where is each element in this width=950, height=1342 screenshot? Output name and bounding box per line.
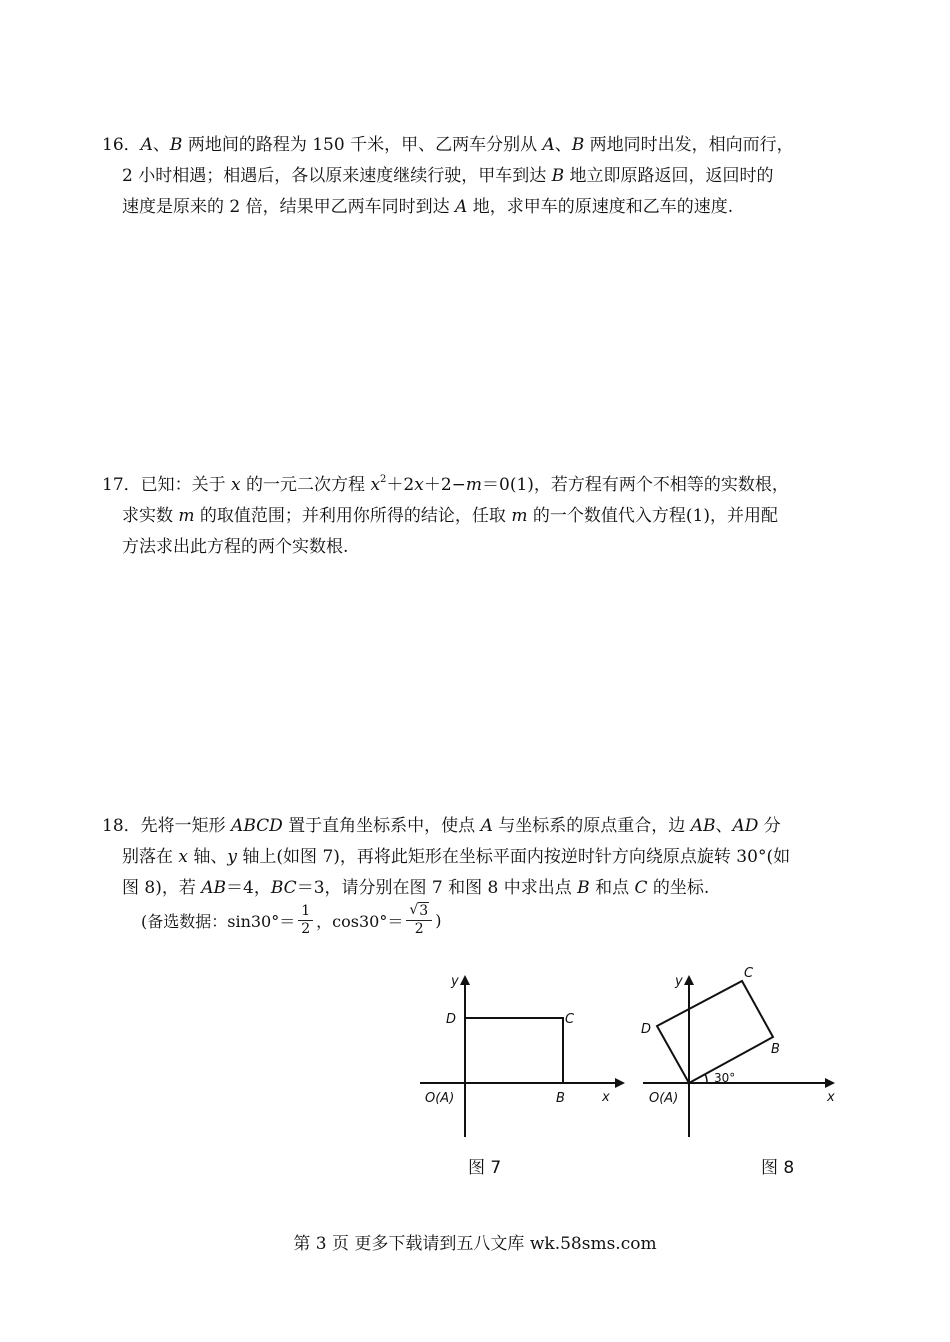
fig7-origin-label: O(A): [425, 1091, 455, 1106]
fig7-c-label: C: [565, 1012, 575, 1027]
fig8-angle-arc: [705, 1074, 707, 1083]
question-17: [102, 470, 862, 563]
page-footer: 第 3 页 更多下载请到五八文库 wk.58sms.com: [293, 1234, 657, 1254]
figure-8-caption: 图 8: [761, 1158, 795, 1178]
fig8-y-label: y: [675, 974, 683, 989]
fraction-sqrt3-over-2: √ 3 2: [406, 902, 432, 938]
question-18: [102, 811, 862, 904]
question-16: [102, 130, 862, 223]
fig8-d-label: D: [641, 1022, 652, 1037]
fig8-x-arrow: [825, 1078, 835, 1088]
q17-line-3: 方法求出此方程的两个实数根.: [122, 537, 349, 557]
figure-7-caption: 图 7: [468, 1158, 502, 1178]
q18-line-2: 别落在 x 轴、y 轴上(如图 7)，再将此矩形在坐标平面内按逆时针方向绕原点旋转 30°(如: [122, 847, 791, 867]
figure-7: [415, 965, 645, 1145]
q16-line-3: 速度是原来的 2 倍，结果甲乙两车同时到达 A 地，求甲车的原速度和乙车的速度.: [122, 197, 734, 217]
fig7-y-arrow: [460, 975, 470, 985]
figure-8: [635, 965, 865, 1145]
q17-line-2: 求实数 m 的取值范围；并利用你所得的结论，任取 m 的一个数值代入方程(1)，并用配: [122, 506, 778, 526]
fig8-rotated-rectangle-abcd: [657, 981, 773, 1083]
fig8-b-label: B: [771, 1042, 780, 1057]
fig8-c-label: C: [744, 966, 754, 981]
q16-line-1: 16．A、B 两地间的路程为 150 千米，甲、乙两车分别从 A、B 两地同时出发，相向而行，: [102, 135, 794, 155]
fig7-b-label: B: [556, 1091, 565, 1106]
fig8-angle-label: 30°: [714, 1071, 736, 1085]
fig8-x-label: x: [827, 1090, 835, 1105]
fig7-x-label: x: [602, 1090, 610, 1105]
reference-data-note: (备选数据：sin30°＝ $\frac{1}{2}$ ，cos30°＝ √ 3 2 ): [141, 902, 442, 937]
q16-line-2: 2 小时相遇；相遇后，各以原来速度继续行驶，甲车到达 B 地立即原路返回，返回时的: [122, 166, 774, 186]
q17-line-1: 17．已知：关于 x 的一元二次方程 $x^2+2x+2-m=0(1)$，若方程有两个不相等的实数根，: [102, 474, 789, 495]
fig7-x-arrow: [615, 1078, 625, 1088]
fig7-rectangle-abcd: [465, 1018, 563, 1083]
fig7-y-label: y: [451, 974, 459, 989]
fraction-one-half: $\frac{1}{2}$: [298, 903, 313, 938]
q18-line-1: 18．先将一矩形 ABCD 置于直角坐标系中，使点 A 与坐标系的原点重合，边 AB、AD 分: [102, 816, 781, 836]
fig8-origin-label: O(A): [649, 1091, 679, 1106]
fig8-y-arrow: [684, 975, 694, 985]
fig7-d-label: D: [446, 1012, 457, 1027]
q18-line-3: 图 8)，若 AB＝4，BC＝3，请分别在图 7 和图 8 中求出点 B 和点 C 的坐标.: [122, 878, 710, 898]
